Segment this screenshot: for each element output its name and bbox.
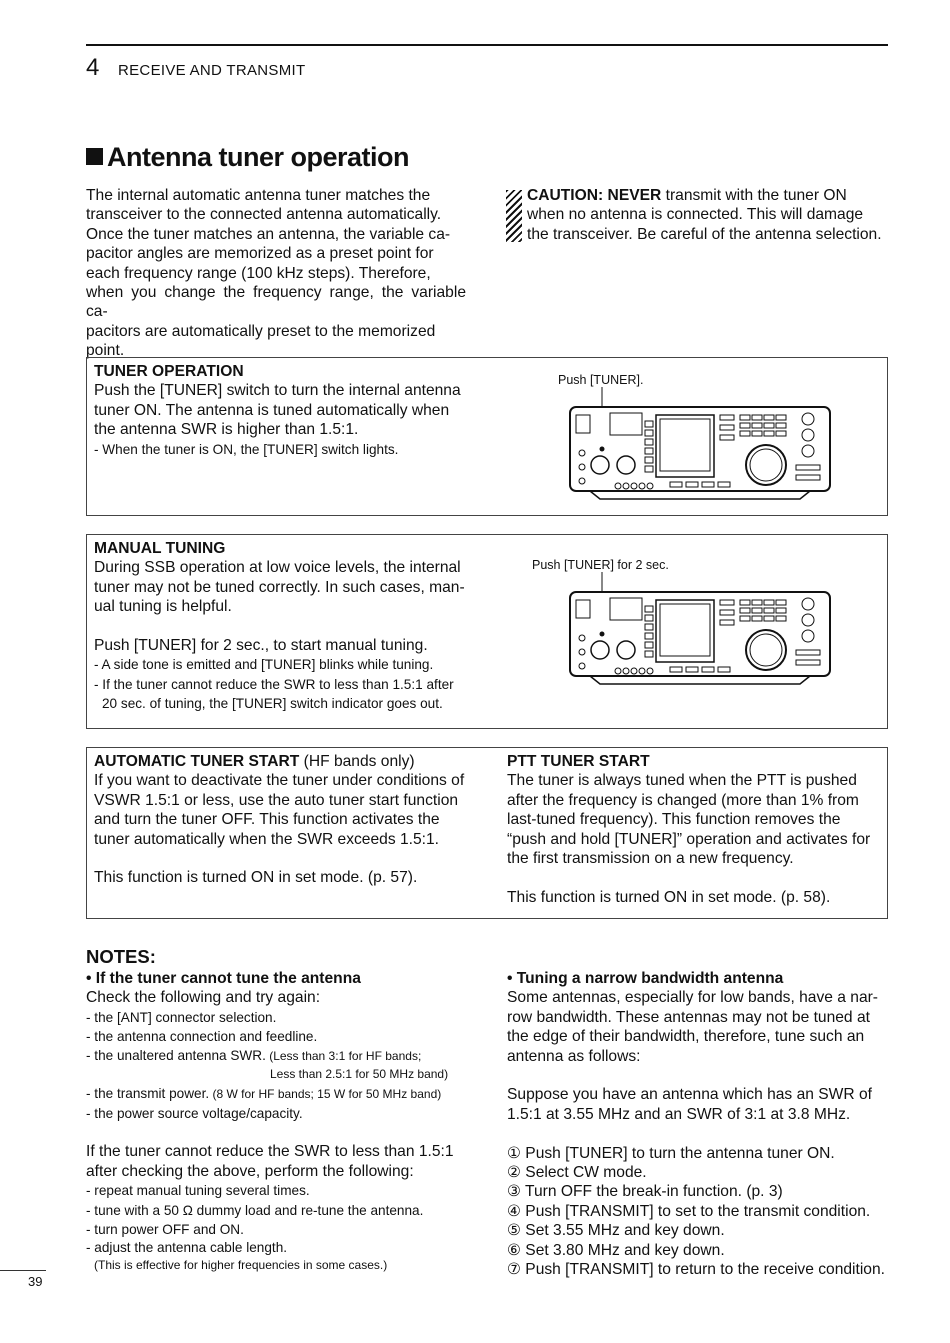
manual-tuning-line: tuner may not be tuned correctly. In such cases, man- bbox=[94, 578, 465, 596]
notes-right-line: the edge of their bandwidth, therefore, tune such an bbox=[507, 1028, 865, 1046]
notes-right-title: • Tuning a narrow bandwidth antenna bbox=[507, 970, 784, 987]
intro-line: when you change the frequency range, the variable ca- bbox=[86, 284, 466, 321]
notes-left-swr: - the unaltered antenna SWR. bbox=[86, 1047, 266, 1063]
page-number-rule bbox=[0, 1270, 46, 1271]
tuner-operation-title: TUNER OPERATION bbox=[94, 363, 244, 380]
notes-left-para: after checking the above, perform the following: bbox=[86, 1162, 414, 1180]
intro-line: transceiver to the connected antenna automatically. bbox=[86, 206, 442, 224]
intro-line: pacitor angles are memorized as a preset point for bbox=[86, 245, 434, 263]
caution-line: transmit with the tuner ON bbox=[661, 187, 847, 204]
intro-line: point. bbox=[86, 342, 125, 360]
manual-tuning-instruction: Push [TUNER] for 2 sec., to start manual tuning. bbox=[94, 637, 428, 655]
tuner-caption: Push [TUNER]. bbox=[558, 373, 644, 387]
manual-tuning-note: - If the tuner cannot reduce the SWR to less than 1.5:1 after bbox=[94, 676, 454, 692]
notes-right-suppose: Suppose you have an antenna which has an SWR of bbox=[507, 1086, 872, 1104]
auto-tuner-start bbox=[94, 752, 466, 888]
notes-left-power: - the transmit power. bbox=[86, 1085, 210, 1101]
notes-right-line: row bandwidth. These antennas may not be tuned at bbox=[507, 1008, 870, 1026]
notes-left-action: - turn power OFF and ON. bbox=[86, 1222, 244, 1238]
square-bullet-icon bbox=[86, 148, 103, 165]
manual-tuning-text bbox=[94, 539, 474, 714]
notes-left-swr-small: (Less than 3:1 for HF bands; bbox=[265, 1048, 422, 1063]
ptt-tuner-line: last-tuned frequency). This function removes the bbox=[507, 811, 841, 829]
notes-left-title: • If the tuner cannot tune the antenna bbox=[86, 970, 361, 987]
intro-line: pacitors are automatically preset to the memorized bbox=[86, 322, 436, 340]
chapter-title: RECEIVE AND TRANSMIT bbox=[118, 62, 306, 79]
notes-right-step: ② Select CW mode. bbox=[507, 1164, 647, 1182]
notes-right-step: ③ Turn OFF the break-in function. (p. 3) bbox=[507, 1183, 783, 1201]
header-rule bbox=[86, 44, 888, 46]
notes-right bbox=[507, 969, 887, 1279]
caution-text bbox=[527, 186, 887, 244]
notes-left-intro: Check the following and try again: bbox=[86, 989, 321, 1007]
auto-tuner-line: tuner automatically when the SWR exceeds 1.5:1. bbox=[94, 830, 439, 848]
ptt-tuner-setmode: This function is turned ON in set mode. (p. 58). bbox=[507, 888, 831, 906]
caution-label: CAUTION: NEVER bbox=[527, 187, 662, 204]
ptt-tuner-start bbox=[507, 752, 880, 907]
caution-hatch-icon bbox=[506, 190, 522, 242]
auto-tuner-start-title: AUTOMATIC TUNER START bbox=[94, 753, 300, 770]
notes-right-suppose: 1.5:1 at 3.55 MHz and an SWR of 3:1 at 3.8 MHz. bbox=[507, 1105, 851, 1123]
ptt-tuner-start-title: PTT TUNER START bbox=[507, 753, 650, 770]
tuner-operation-text bbox=[94, 362, 469, 459]
notes-left bbox=[86, 969, 476, 1275]
notes-left-item: - the [ANT] connector selection. bbox=[86, 1009, 277, 1025]
intro-line: each frequency range (100 kHz steps). Therefore, bbox=[86, 264, 431, 282]
notes-right-step: ⑤ Set 3.55 MHz and key down. bbox=[507, 1222, 725, 1240]
manual-tuning-title: MANUAL TUNING bbox=[94, 540, 226, 557]
notes-left-action: - repeat manual tuning several times. bbox=[86, 1183, 310, 1199]
ptt-tuner-line: The tuner is always tuned when the PTT is pushed bbox=[507, 772, 857, 790]
manual-tuning-caption: Push [TUNER] for 2 sec. bbox=[532, 558, 669, 572]
section-title-text: Antenna tuner operation bbox=[107, 142, 410, 172]
auto-tuner-line: and turn the tuner OFF. This function activates the bbox=[94, 811, 440, 829]
ptt-tuner-line: after the frequency is changed (more than 1% from bbox=[507, 791, 859, 809]
notes-left-action-note: (This is effective for higher frequencies in some cases.) bbox=[94, 1258, 388, 1273]
transceiver-illustration bbox=[560, 385, 838, 503]
auto-tuner-line: VSWR 1.5:1 or less, use the auto tuner start function bbox=[94, 791, 459, 809]
notes-heading: NOTES: bbox=[86, 946, 156, 967]
notes-right-step: ④ Push [TRANSMIT] to set to the transmit condition. bbox=[507, 1202, 871, 1220]
notes-right-step: ⑦ Push [TRANSMIT] to return to the receive condition. bbox=[507, 1261, 885, 1279]
tuner-operation-line: tuner ON. The antenna is tuned automatically when bbox=[94, 401, 450, 419]
auto-tuner-setmode: This function is turned ON in set mode. (p. 57). bbox=[94, 869, 418, 887]
intro-line: Once the tuner matches an antenna, the variable ca- bbox=[86, 225, 451, 243]
notes-left-para: If the tuner cannot reduce the SWR to less than 1.5:1 bbox=[86, 1143, 454, 1161]
ptt-tuner-line: “push and hold [TUNER]” operation and activates for bbox=[507, 830, 871, 848]
intro-paragraph bbox=[86, 186, 466, 361]
chapter-number: 4 bbox=[86, 54, 100, 81]
notes-left-swr-small: Less than 2.5:1 for 50 MHz band) bbox=[270, 1066, 449, 1081]
intro-line: The internal automatic antenna tuner matches the bbox=[86, 187, 431, 204]
notes-left-action: - adjust the antenna cable length. bbox=[86, 1240, 288, 1256]
tuner-operation-line: Push the [TUNER] switch to turn the internal antenna bbox=[94, 382, 461, 400]
caution-line: when no antenna is connected. This will damage bbox=[527, 206, 864, 224]
manual-tuning-note: - A side tone is emitted and [TUNER] blinks while tuning. bbox=[94, 657, 434, 673]
auto-tuner-start-suffix: (HF bands only) bbox=[299, 753, 415, 770]
notes-left-item: - the antenna connection and feedline. bbox=[86, 1029, 318, 1045]
notes-right-step: ① Push [TUNER] to turn the antenna tuner ON. bbox=[507, 1144, 835, 1162]
notes-right-line: Some antennas, especially for low bands, have a nar- bbox=[507, 989, 878, 1007]
transceiver-illustration bbox=[560, 570, 838, 688]
tuner-operation-note: - When the tuner is ON, the [TUNER] switch lights. bbox=[94, 441, 399, 457]
section-title bbox=[86, 142, 409, 173]
manual-tuning-line: ual tuning is helpful. bbox=[94, 598, 232, 616]
manual-tuning-line: During SSB operation at low voice levels, the internal bbox=[94, 559, 461, 577]
notes-left-item: - the power source voltage/capacity. bbox=[86, 1106, 303, 1122]
ptt-tuner-line: the first transmission on a new frequency. bbox=[507, 850, 794, 868]
manual-tuning-note: 20 sec. of tuning, the [TUNER] switch indicator goes out. bbox=[102, 696, 443, 712]
caution-line: the transceiver. Be careful of the antenna selection. bbox=[527, 225, 882, 243]
notes-left-action: - tune with a 50 Ω dummy load and re-tune the antenna. bbox=[86, 1202, 424, 1218]
page-number: 39 bbox=[28, 1274, 43, 1289]
notes-left-power-small: (8 W for HF bands; 15 W for 50 MHz band) bbox=[209, 1086, 442, 1101]
auto-tuner-line: If you want to deactivate the tuner under conditions of bbox=[94, 772, 465, 790]
notes-right-step: ⑥ Set 3.80 MHz and key down. bbox=[507, 1241, 725, 1259]
tuner-operation-line: the antenna SWR is higher than 1.5:1. bbox=[94, 421, 359, 439]
notes-right-line: antenna as follows: bbox=[507, 1047, 641, 1065]
